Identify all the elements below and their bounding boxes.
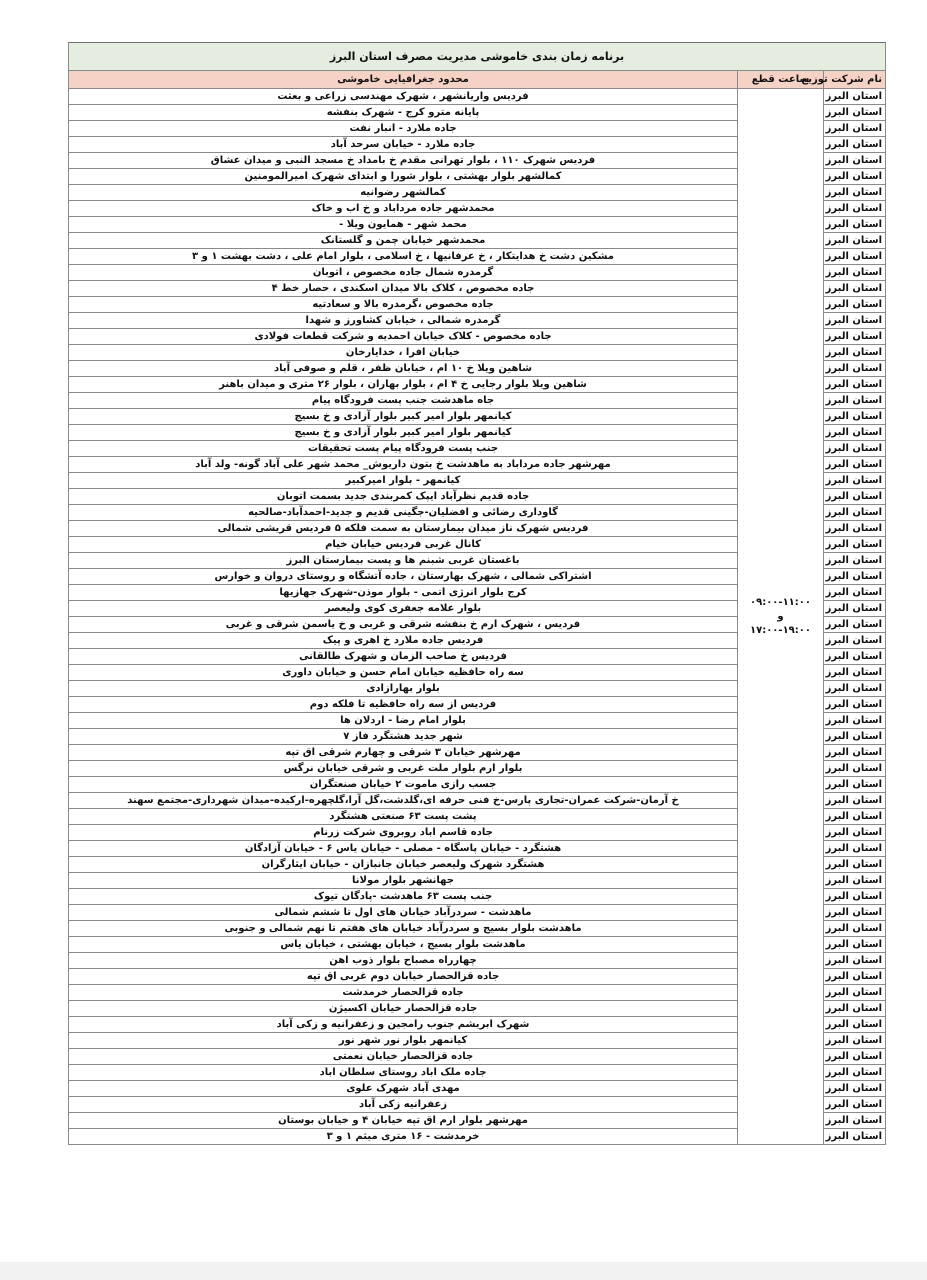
- company-cell: استان البرز: [824, 905, 886, 921]
- area-cell: شاهین ویلا بلوار رجایی خ ۴ ام ، بلوار بهاران ، بلوار ۲۶ متری و میدان باهنر: [69, 377, 738, 393]
- company-cell: استان البرز: [824, 649, 886, 665]
- area-cell: کمالشهر رضوانیه: [69, 185, 738, 201]
- area-cell: جاده مخصوص - کلاک خیابان احمدیه و شرکت قطعات فولادی: [69, 329, 738, 345]
- company-cell: استان البرز: [824, 473, 886, 489]
- company-cell: استان البرز: [824, 217, 886, 233]
- company-cell: استان البرز: [824, 1113, 886, 1129]
- area-cell: جسب رازی ماموت ۲ خیابان صنعتگران: [69, 777, 738, 793]
- company-cell: استان البرز: [824, 777, 886, 793]
- company-cell: استان البرز: [824, 345, 886, 361]
- company-cell: استان البرز: [824, 921, 886, 937]
- area-cell: پشت پست ۶۳ صنعتی هشتگرد: [69, 809, 738, 825]
- area-cell: ماهدشت بلوار بسیج ، خیابان بهشتی ، خیابان یاس: [69, 937, 738, 953]
- header-time: ساعت قطع: [738, 71, 824, 89]
- area-cell: سه راه حافظیه خیابان امام حسن و خیابان داوری: [69, 665, 738, 681]
- area-cell: مهدی آباد شهرک علوی: [69, 1081, 738, 1097]
- company-cell: استان البرز: [824, 89, 886, 105]
- area-cell: گرمدره شمال جاده مخصوص ، اتوبان: [69, 265, 738, 281]
- area-cell: هشتگرد - خیابان پاسگاه - مصلی - خیابان یاس ۶ - خیابان آزادگان: [69, 841, 738, 857]
- outage-schedule-table: [68, 42, 886, 1145]
- company-cell: استان البرز: [824, 1129, 886, 1145]
- company-cell: استان البرز: [824, 121, 886, 137]
- company-cell: استان البرز: [824, 185, 886, 201]
- area-cell: جهانشهر بلوار مولانا: [69, 873, 738, 889]
- area-cell: محمدشهر خیابان چمن و گلستانک: [69, 233, 738, 249]
- area-cell: زعفرانیه زکی آباد: [69, 1097, 738, 1113]
- area-cell: کمالشهر بلوار بهشتی ، بلوار شورا و ابتدای شهرک امیرالمومنین: [69, 169, 738, 185]
- area-cell: مهرشهر بلوار ارم اق تپه خیابان ۴ و خیابان بوستان: [69, 1113, 738, 1129]
- area-cell: شاهین ویلا خ ۱۰ ام ، خیابان ظفر ، قلم و صوفی آباد: [69, 361, 738, 377]
- company-cell: استان البرز: [824, 585, 886, 601]
- area-cell: فردیس جاده ملارد خ اهری و پیک: [69, 633, 738, 649]
- company-cell: استان البرز: [824, 233, 886, 249]
- title-row: [69, 43, 886, 71]
- area-cell: ماهدشت - سردرآباد خیابان های اول تا ششم شمالی: [69, 905, 738, 921]
- area-cell: بلوار ارم بلوار ملت غربی و شرقی خیابان نرگس: [69, 761, 738, 777]
- area-cell: جاده قزالحصار خرمدشت: [69, 985, 738, 1001]
- company-cell: استان البرز: [824, 1017, 886, 1033]
- company-cell: استان البرز: [824, 969, 886, 985]
- company-cell: استان البرز: [824, 809, 886, 825]
- company-cell: استان البرز: [824, 313, 886, 329]
- area-cell: بلوار علامه جعفری کوی ولیعصر: [69, 601, 738, 617]
- area-cell: جاده قدیم نظرآباد ایپک کمربندی جدید بسمت اتوبان: [69, 489, 738, 505]
- company-cell: استان البرز: [824, 1065, 886, 1081]
- company-cell: استان البرز: [824, 457, 886, 473]
- bottom-strip: [0, 1262, 927, 1280]
- company-cell: استان البرز: [824, 153, 886, 169]
- company-cell: استان البرز: [824, 697, 886, 713]
- area-cell: جاده ملارد - انبار نفت: [69, 121, 738, 137]
- area-cell: فردیس خ صاحب الزمان و شهرک طالقانی: [69, 649, 738, 665]
- company-cell: استان البرز: [824, 985, 886, 1001]
- area-cell: کرج بلوار انرژی اتمی - بلوار موذن-شهرک جهازیها: [69, 585, 738, 601]
- company-cell: استان البرز: [824, 825, 886, 841]
- area-cell: جاده مخصوص ، کلاک بالا میدان اسکندی ، حصار خط ۴: [69, 281, 738, 297]
- area-cell: محمدشهر جاده مرداباد و خ اب و خاک: [69, 201, 738, 217]
- company-cell: استان البرز: [824, 937, 886, 953]
- area-cell: جنب پست فرودگاه پیام پست تحقیقات: [69, 441, 738, 457]
- company-cell: استان البرز: [824, 793, 886, 809]
- area-cell: مشکین دشت خ هدایتکار ، خ عرفانیها ، خ اسلامی ، بلوار امام علی ، دشت بهشت ۱ و ۳: [69, 249, 738, 265]
- area-cell: کیانمهر - بلوار امیرکبیر: [69, 473, 738, 489]
- area-cell: گرمدره شمالی ، خیابان کشاورز و شهدا: [69, 313, 738, 329]
- company-cell: استان البرز: [824, 489, 886, 505]
- area-cell: جنب پست ۶۳ ماهدشت -پادگان تیوک: [69, 889, 738, 905]
- area-cell: کیانمهر بلوار نور شهر نور: [69, 1033, 738, 1049]
- area-cell: خیابان افرا ، خدایارخان: [69, 345, 738, 361]
- table-title: برنامه زمان بندی خاموشی مدیریت مصرف استان البرز: [69, 43, 886, 71]
- company-cell: استان البرز: [824, 537, 886, 553]
- company-cell: استان البرز: [824, 137, 886, 153]
- area-cell: جاه ماهدشت جنب پست فرودگاه پیام: [69, 393, 738, 409]
- company-cell: استان البرز: [824, 1001, 886, 1017]
- company-cell: استان البرز: [824, 249, 886, 265]
- company-cell: استان البرز: [824, 953, 886, 969]
- company-cell: استان البرز: [824, 281, 886, 297]
- company-cell: استان البرز: [824, 617, 886, 633]
- area-cell: کیانمهر بلوار امیر کبیر بلوار آزادی و خ بسیج: [69, 425, 738, 441]
- company-cell: استان البرز: [824, 505, 886, 521]
- company-cell: استان البرز: [824, 665, 886, 681]
- area-cell: فردیس شهرک ناز میدان بیمارستان به سمت فلکه ۵ فردیس قریشی شمالی: [69, 521, 738, 537]
- company-cell: استان البرز: [824, 297, 886, 313]
- company-cell: استان البرز: [824, 713, 886, 729]
- company-cell: استان البرز: [824, 889, 886, 905]
- company-cell: استان البرز: [824, 841, 886, 857]
- company-cell: استان البرز: [824, 553, 886, 569]
- area-cell: بلوار امام رضا - اردلان ها: [69, 713, 738, 729]
- company-cell: استان البرز: [824, 1081, 886, 1097]
- area-cell: فردیس شهرک ۱۱۰ ، بلوار تهرانی مقدم خ بامداد خ مسجد النبی و میدان عشاق: [69, 153, 738, 169]
- area-cell: ماهدشت بلوار بسیج و سردرآباد خیابان های هفتم تا نهم شمالی و جنوبی: [69, 921, 738, 937]
- area-cell: جاده قزالحصار خیابان اکسیژن: [69, 1001, 738, 1017]
- company-cell: استان البرز: [824, 377, 886, 393]
- company-cell: استان البرز: [824, 681, 886, 697]
- area-cell: جاده قزالحصار خیابان دوم غربی اق تپه: [69, 969, 738, 985]
- company-cell: استان البرز: [824, 329, 886, 345]
- company-cell: استان البرز: [824, 409, 886, 425]
- area-cell: هشتگرد شهرک ولیعصر خیابان جانبازان - خیابان ایثارگران: [69, 857, 738, 873]
- area-cell: خ آرمان-شرکت عمران-تجاری پارس-خ فنی حرفه ای،گلدشت،گل آرا،گلچهره-ارکیده-میدان شهرداری-مجتمع سهند: [69, 793, 738, 809]
- company-cell: استان البرز: [824, 873, 886, 889]
- company-cell: استان البرز: [824, 633, 886, 649]
- company-cell: استان البرز: [824, 857, 886, 873]
- header-area: محدود جغرافیایی خاموشی: [69, 71, 738, 89]
- header-company: نام شرکت توزیع: [824, 71, 886, 89]
- company-cell: استان البرز: [824, 601, 886, 617]
- company-cell: استان البرز: [824, 761, 886, 777]
- area-cell: بلوار بهارازادی: [69, 681, 738, 697]
- company-cell: استان البرز: [824, 569, 886, 585]
- area-cell: باغستان غربی شبنم ها و پست بیمارستان البرز: [69, 553, 738, 569]
- area-cell: شهرک ابریشم جنوب رامجین و زعفرانیه و زکی آباد: [69, 1017, 738, 1033]
- area-cell: مهرشهر خیابان ۳ شرقی و چهارم شرقی اق تپه: [69, 745, 738, 761]
- outage-time-line3: ۱۷:۰۰-۱۹:۰۰: [750, 624, 811, 636]
- area-cell: گاوداری رضائی و افضلیان-جگینی قدیم و جدید-احمدآباد-صالحیه: [69, 505, 738, 521]
- company-cell: استان البرز: [824, 425, 886, 441]
- outage-time-line1: ۰۹:۰۰-۱۱:۰۰: [750, 596, 811, 608]
- area-cell: فردیس از سه راه حافظیه تا فلکه دوم: [69, 697, 738, 713]
- company-cell: استان البرز: [824, 745, 886, 761]
- company-cell: استان البرز: [824, 169, 886, 185]
- outage-time-cell: [738, 89, 824, 1145]
- header-row: [69, 71, 886, 89]
- company-cell: استان البرز: [824, 361, 886, 377]
- company-cell: استان البرز: [824, 201, 886, 217]
- area-cell: خرمدشت - ۱۶ متری میثم ۱ و ۳: [69, 1129, 738, 1145]
- company-cell: استان البرز: [824, 1033, 886, 1049]
- area-cell: جاده مخصوص ،گرمدره بالا و سعادتیه: [69, 297, 738, 313]
- area-cell: فردیس واریانشهر ، شهرک مهندسی زراعی و بعثت: [69, 89, 738, 105]
- area-cell: جاده قزالحصار خیابان نعمتی: [69, 1049, 738, 1065]
- company-cell: استان البرز: [824, 1049, 886, 1065]
- company-cell: استان البرز: [824, 393, 886, 409]
- table-body: [69, 89, 886, 1145]
- area-cell: کیانمهر بلوار امیر کبیر بلوار آزادی و خ بسیج: [69, 409, 738, 425]
- company-cell: استان البرز: [824, 105, 886, 121]
- area-cell: چهارراه مصباح بلوار ذوب اهن: [69, 953, 738, 969]
- company-cell: استان البرز: [824, 265, 886, 281]
- company-cell: استان البرز: [824, 729, 886, 745]
- area-cell: مهرشهر جاده مرداباد به ماهدشت خ بتون داریوش_ محمد شهر علی آباد گونه- ولد آباد: [69, 457, 738, 473]
- company-cell: استان البرز: [824, 441, 886, 457]
- area-cell: شهر جدید هشتگرد فاز ۷: [69, 729, 738, 745]
- company-cell: استان البرز: [824, 1097, 886, 1113]
- outage-time-line2: و: [777, 610, 784, 622]
- area-cell: جاده ملارد - خیابان سرحد آباد: [69, 137, 738, 153]
- area-cell: فردیس ، شهرک ارم خ بنفشه شرقی و غربی و خ یاسمن شرقی و غربی: [69, 617, 738, 633]
- area-cell: پایانه مترو کرج - شهرک بنفشه: [69, 105, 738, 121]
- company-cell: استان البرز: [824, 521, 886, 537]
- area-cell: جاده قاسم اباد روبروی شرکت زرنام: [69, 825, 738, 841]
- area-cell: کانال غربی فردیس خیابان خیام: [69, 537, 738, 553]
- area-cell: محمد شهر - همایون ویلا -: [69, 217, 738, 233]
- area-cell: اشتراکی شمالی ، شهرک بهارستان ، جاده آتشگاه و روستای دروان و خوارس: [69, 569, 738, 585]
- table-row: [69, 89, 886, 105]
- area-cell: جاده ملک اباد روستای سلطان اباد: [69, 1065, 738, 1081]
